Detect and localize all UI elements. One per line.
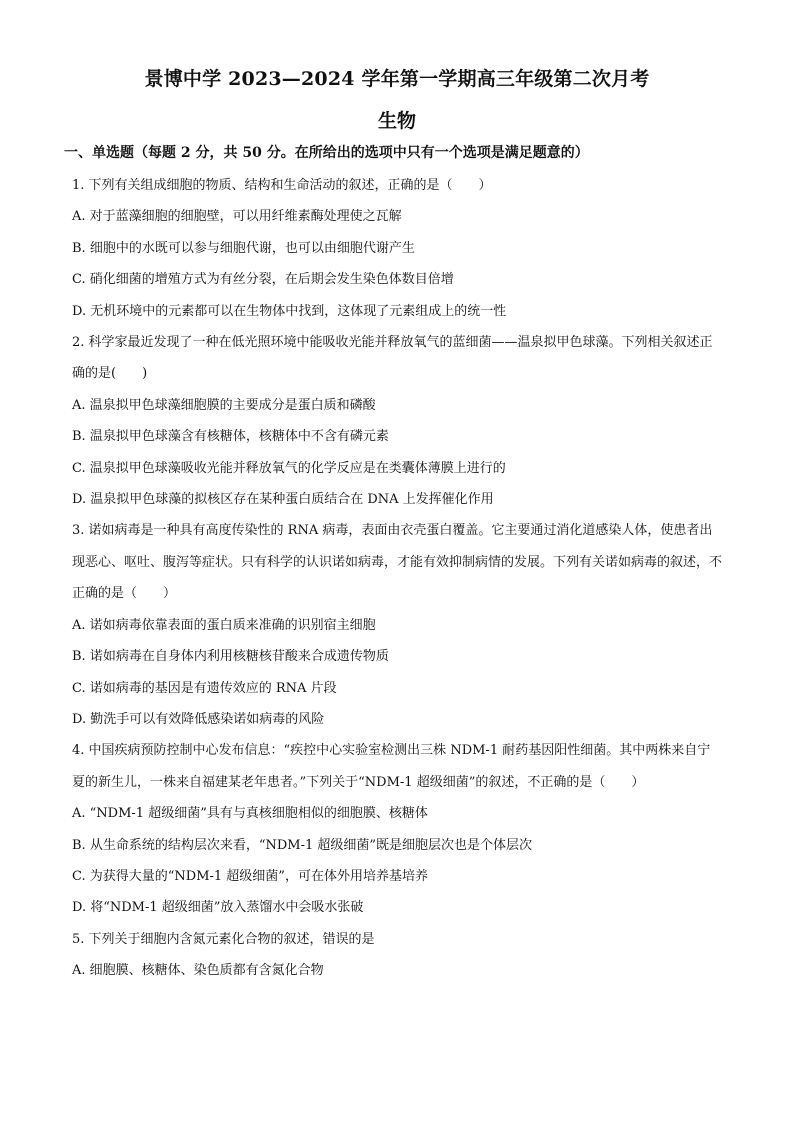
question-3 xyxy=(72,515,722,735)
option-a: A. 温泉拟甲色球藻细胞膜的主要成分是蛋白质和磷酸 xyxy=(72,397,376,413)
option-a: A. 细胞膜、核糖体、染色质都有含氮化合物 xyxy=(72,963,324,979)
question-2 xyxy=(72,327,722,515)
option-a: A. 诺如病毒依靠表面的蛋白质来准确的识别宿主细胞 xyxy=(72,617,376,633)
option-c: C. 诺如病毒的基因是有遗传效应的 RNA 片段 xyxy=(72,680,337,696)
question-1 xyxy=(72,170,722,327)
option-b: B. 细胞中的水既可以参与细胞代谢，也可以由细胞代谢产生 xyxy=(72,240,415,256)
exam-title: 景博中学 2023—2024 学年第一学期高三年级第二次月考 xyxy=(144,68,650,90)
question-stem: 5. 下列关于细胞内含氮元素化合物的叙述，错误的是 xyxy=(72,931,375,947)
option-b: B. 诺如病毒在自身体内利用核糖核苷酸来合成遗传物质 xyxy=(72,649,389,665)
option-c: C. 温泉拟甲色球藻吸收光能并释放氧气的化学反应是在类囊体薄膜上进行的 xyxy=(72,460,506,476)
option-a: A. “NDM-1 超级细菌”具有与真核细胞相似的细胞膜、核糖体 xyxy=(72,806,428,822)
option-d: D. 无机环境中的元素都可以在生物体中找到，这体现了元素组成上的统一性 xyxy=(72,303,507,319)
option-c: C. 为获得大量的“NDM-1 超级细菌”，可在体外用培养基培养 xyxy=(72,868,428,884)
option-b: B. 从生命系统的结构层次来看，“NDM-1 超级细菌”既是细胞层次也是个体层次 xyxy=(72,837,533,853)
question-stem: 1. 下列有关组成细胞的物质、结构和生命活动的叙述，正确的是（ ） xyxy=(72,178,492,193)
option-c: C. 硝化细菌的增殖方式为有丝分裂，在后期会发生染色体数目倍增 xyxy=(72,272,454,288)
subject-title: 生物 xyxy=(377,110,416,132)
option-a: A. 对于蓝藻细胞的细胞壁，可以用纤维素酶处理使之瓦解 xyxy=(72,209,402,225)
option-d: D. 勤洗手可以有效降低感染诺如病毒的风险 xyxy=(72,711,325,727)
option-b: B. 温泉拟甲色球藻含有核糖体，核糖体中不含有磷元素 xyxy=(72,429,389,445)
question-stem: 4. 中国疾病预防控制中心发布信息：“疾控中心实验室检测出三株 NDM-1 耐药基因阳性细菌。其中两株来自宁夏的新生儿，一株来自福建某老年患者。”下列关于“NDM-1 超级细菌”的叙述，不正确的是（ ） xyxy=(72,743,711,790)
exam-page xyxy=(64,64,723,987)
question-stem: 3. 诺如病毒是一种具有高度传染性的 RNA 病毒，表面由衣壳蛋白覆盖。它主要通过消化道感染人体，使患者出现恶心、呕吐、腹泻等症状。只有科学的认识诺如病毒，才能有效抑制病情的发展。下列有关诺如病毒的叙述，不正确的是（ ） xyxy=(72,523,723,602)
section-heading: 一、单选题（每题 2 分，共 50 分。在所给出的选项中只有一个选项是满足题意的） xyxy=(64,145,589,161)
question-5 xyxy=(72,924,722,987)
option-d: D. 温泉拟甲色球藻的拟核区存在某种蛋白质结合在 DNA 上发挥催化作用 xyxy=(72,492,494,508)
option-d: D. 将“NDM-1 超级细菌”放入蒸馏水中会吸水张破 xyxy=(72,900,364,916)
question-stem: 2. 科学家最近发现了一种在低光照环境中能吸收光能并释放氧气的蓝细菌——温泉拟甲色球藻。下列相关叙述正确的是( ) xyxy=(72,335,713,382)
question-4 xyxy=(72,735,722,923)
